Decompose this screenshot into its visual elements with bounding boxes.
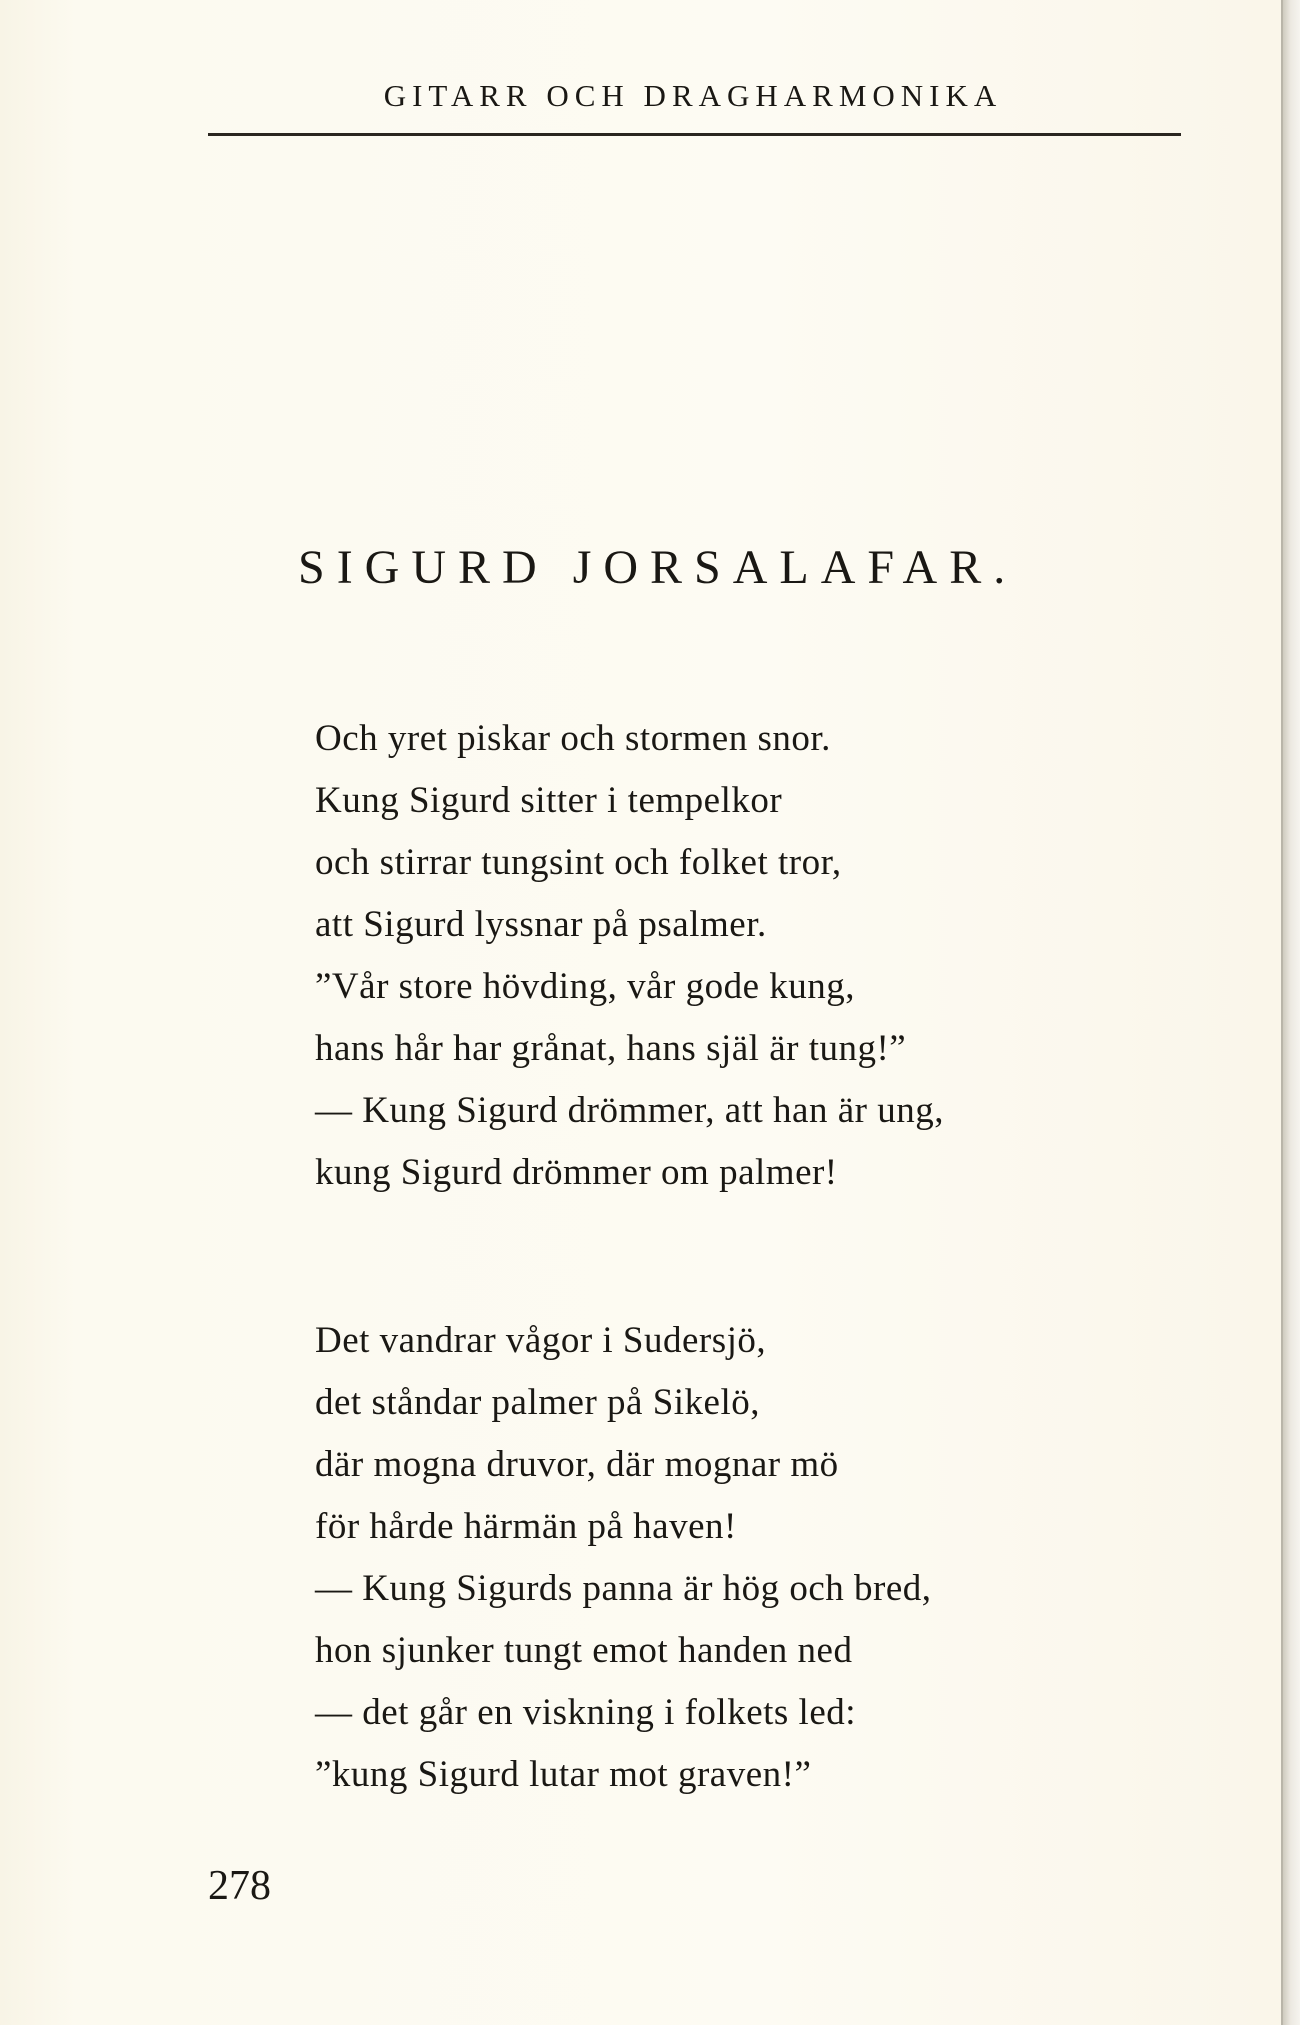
stanza-2 <box>315 1310 932 1806</box>
verse-line: ”kung Sigurd lutar mot graven!” <box>315 1754 812 1795</box>
verse-line: för hårde härmän på haven! <box>315 1506 737 1547</box>
verse-line: och stirrar tungsint och folket tror, <box>315 842 842 883</box>
verse-line: — Kung Sigurd drömmer, att han är ung, <box>315 1090 944 1131</box>
verse-line: kung Sigurd drömmer om palmer! <box>315 1152 838 1193</box>
verse-line: — det går en viskning i folkets led: <box>315 1692 857 1733</box>
header-rule <box>208 133 1181 136</box>
page-edge <box>1281 0 1300 2025</box>
verse-line: hon sjunker tungt emot handen ned <box>315 1630 853 1671</box>
verse-line: att Sigurd lyssnar på psalmer. <box>315 904 767 945</box>
verse-line: hans hår har grånat, hans själ är tung!” <box>315 1028 907 1069</box>
verse-line: ”Vår store hövding, vår gode kung, <box>315 966 856 1007</box>
poem-title: SIGURD JORSALAFAR. <box>298 541 1018 594</box>
verse-line: — Kung Sigurds panna är hög och bred, <box>315 1568 932 1609</box>
verse-line: det ståndar palmer på Sikelö, <box>315 1382 761 1423</box>
running-head: GITARR OCH DRAGHARMONIKA <box>383 78 1003 113</box>
stanza-1 <box>315 708 944 1204</box>
page-number: 278 <box>208 1863 271 1909</box>
verse-line: Kung Sigurd sitter i tempelkor <box>315 780 783 821</box>
verse-line: Det vandrar vågor i Sudersjö, <box>315 1320 767 1361</box>
verse-line: där mogna druvor, där mognar mö <box>315 1444 839 1485</box>
verse-line: Och yret piskar och stormen snor. <box>315 718 831 759</box>
